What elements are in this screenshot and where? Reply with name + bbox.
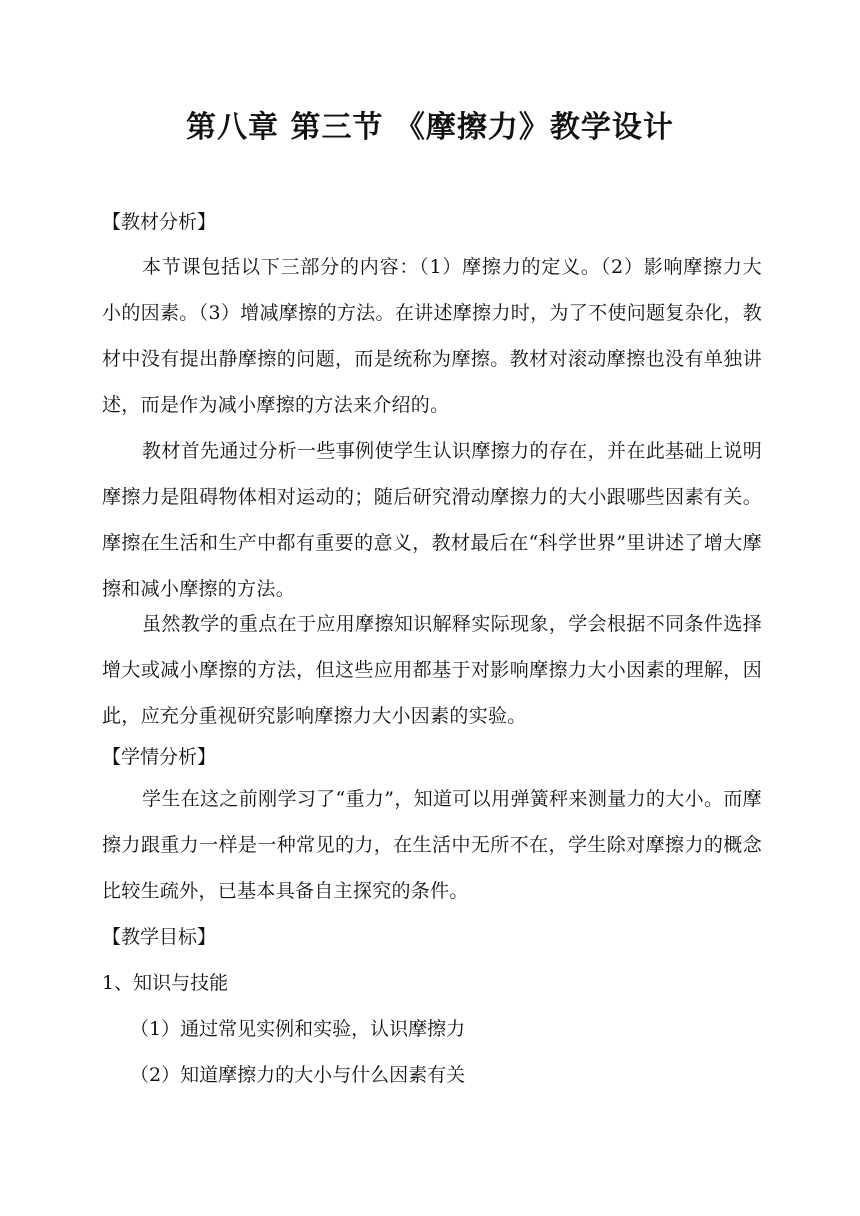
knowledge-point-2: （2）知道摩擦力的大小与什么因素有关 bbox=[130, 1064, 466, 1086]
knowledge-skills-title: 1、知识与技能 bbox=[102, 972, 229, 994]
material-analysis-section bbox=[102, 199, 762, 245]
knowledge-point-1: （1）通过常见实例和实验，认识摩擦力 bbox=[130, 1018, 466, 1040]
student-analysis-section bbox=[102, 734, 762, 780]
student-analysis-paragraph-block bbox=[102, 776, 762, 914]
student-analysis-heading: 【学情分析】 bbox=[102, 746, 217, 768]
material-analysis-paragraph-2: 教材首先通过分析一些事例使学生认识摩擦力的存在，并在此基础上说明摩擦力是阻碍物体相对运动的；随后研究滑动摩擦力的大小跟哪些因素有关。摩擦在生活和生产中都有重要的意义，教材最后在“科学世界”里讲述了增大摩擦和减小摩擦的方法。 bbox=[102, 440, 762, 600]
material-analysis-heading: 【教材分析】 bbox=[102, 211, 217, 233]
material-analysis-paragraph-2-block bbox=[102, 428, 762, 612]
material-analysis-paragraph-3-block bbox=[102, 601, 762, 739]
material-analysis-paragraph-3: 虽然教学的重点在于应用摩擦知识解释实际现象，学会根据不同条件选择增大或减小摩擦的方法，但这些应用都基于对影响摩擦力大小因素的理解，因此，应充分重视研究影响摩擦力大小因素的实验。 bbox=[102, 613, 762, 727]
teaching-goals-heading: 【教学目标】 bbox=[102, 926, 217, 948]
material-analysis-paragraph-1-block bbox=[102, 244, 762, 428]
student-analysis-paragraph: 学生在这之前刚学习了“重力”，知道可以用弹簧秤来测量力的大小。而摩擦力跟重力一样是一种常见的力，在生活中无所不在，学生除对摩擦力的概念比较生疏外，已基本具备自主探究的条件。 bbox=[102, 788, 762, 902]
teaching-goals-section bbox=[102, 914, 762, 1098]
document-title: 第八章 第三节 《摩擦力》教学设计 bbox=[186, 110, 674, 145]
material-analysis-paragraph-1: 本节课包括以下三部分的内容：（1）摩擦力的定义。（2）影响摩擦力大小的因素。（3）增减摩擦的方法。在讲述摩擦力时，为了不使问题复杂化，教材中没有提出静摩擦的问题，而是统称为摩擦。教材对滚动摩擦也没有单独讲述，而是作为减小摩擦的方法来介绍的。 bbox=[102, 256, 762, 416]
